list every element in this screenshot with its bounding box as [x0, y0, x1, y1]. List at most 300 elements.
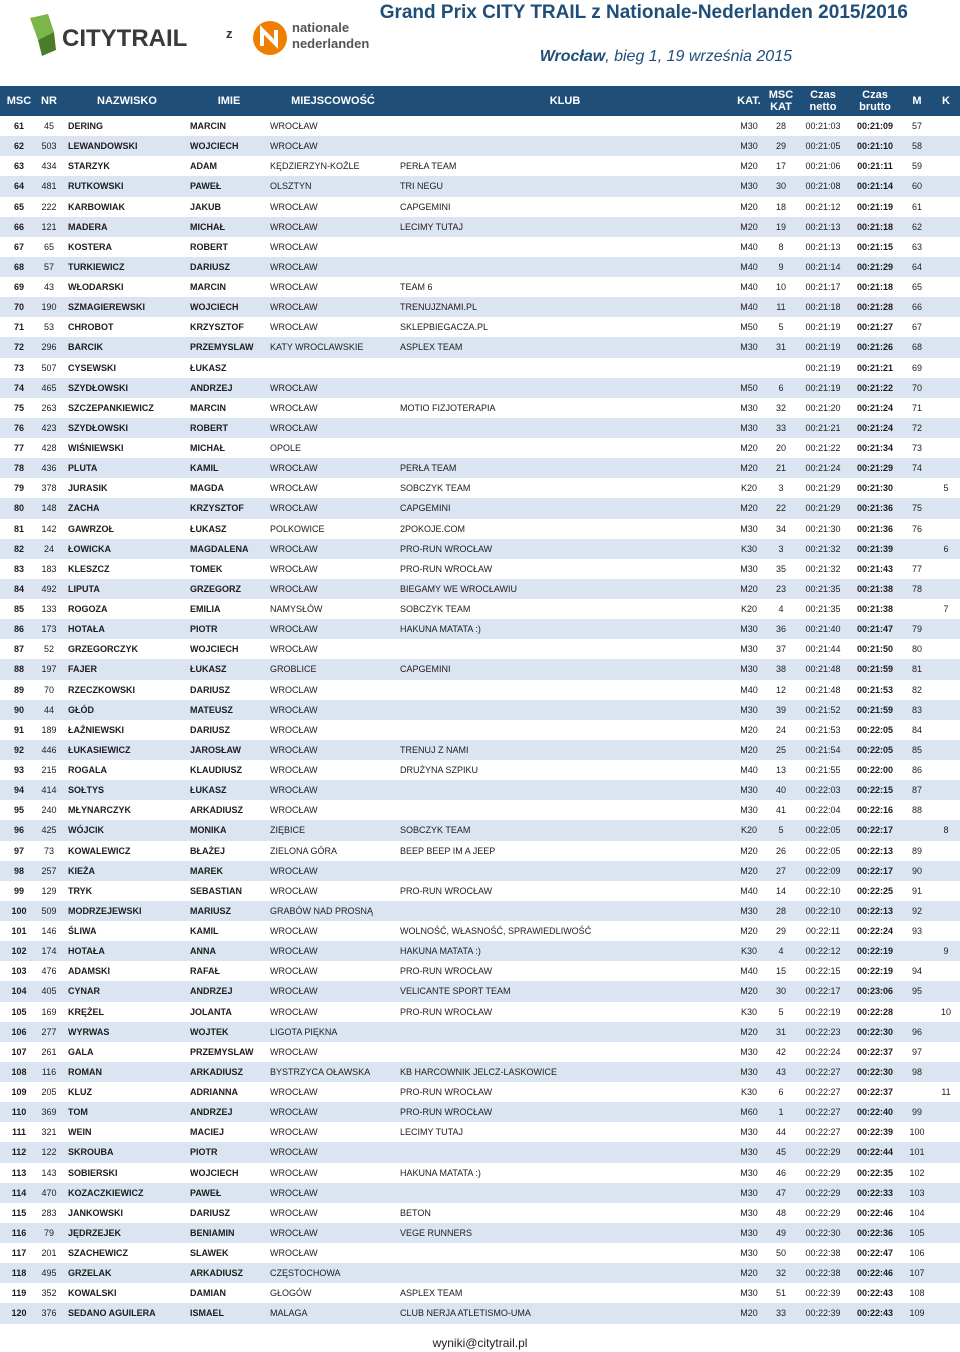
cell-msc: 86 — [13, 624, 24, 635]
table-row — [0, 1303, 960, 1323]
cell-czas-brutto: 00:21:24 — [856, 422, 894, 433]
cell-nazwisko: CHROBOT — [68, 322, 114, 333]
cell-czas-brutto: 00:22:33 — [856, 1187, 894, 1198]
cell-nazwisko: KRĘŻEL — [68, 1006, 104, 1017]
cell-kat: M20 — [740, 845, 758, 856]
cell-m: 108 — [909, 1288, 925, 1299]
cell-kat: M30 — [740, 1248, 758, 1258]
cell-msc: 116 — [11, 1227, 27, 1238]
cell-m: 103 — [909, 1187, 925, 1198]
cell-msc: 71 — [13, 322, 24, 333]
cell-klub: 2POKOJE.COM — [400, 523, 466, 534]
cell-msc-kat: 45 — [775, 1147, 786, 1158]
col-miejscowosc: MIEJSCOWOŚĆ — [291, 95, 375, 107]
cell-msc-kat: 13 — [775, 765, 786, 775]
table-row — [0, 1142, 960, 1162]
cell-czas-brutto: 00:21:59 — [856, 664, 894, 675]
cell-nazwisko: RUTKOWSKI — [68, 181, 124, 192]
cell-czas-netto: 00:21:54 — [805, 744, 841, 755]
cell-czas-netto: 00:22:30 — [805, 1227, 841, 1238]
cell-kat: M30 — [740, 704, 758, 715]
cell-nr: 240 — [41, 805, 57, 816]
cell-miejscowosc: WROCŁAW — [270, 241, 318, 252]
cell-msc-kat: 4 — [778, 946, 784, 957]
cell-msc: 110 — [11, 1107, 27, 1118]
cell-czas-brutto: 00:22:28 — [856, 1006, 894, 1017]
cell-msc-kat: 11 — [776, 302, 786, 313]
cell-kat: M40 — [740, 282, 758, 292]
cell-miejscowosc: WROCŁAW — [270, 724, 318, 735]
cell-czas-brutto: 00:21:50 — [856, 644, 894, 655]
cell-czas-netto: 00:21:13 — [805, 241, 841, 252]
cell-msc: 80 — [13, 503, 24, 514]
cell-msc: 103 — [11, 966, 27, 977]
cell-czas-brutto: 00:21:38 — [856, 583, 894, 594]
cell-nazwisko: SOBIERSKI — [68, 1167, 118, 1178]
cell-msc-kat: 12 — [775, 684, 786, 695]
cell-msc-kat: 28 — [775, 905, 786, 916]
cell-czas-netto: 00:22:10 — [805, 905, 841, 916]
cell-msc: 83 — [13, 563, 24, 574]
cell-czas-netto: 00:21:32 — [805, 563, 841, 574]
cell-kat: M20 — [740, 1308, 758, 1319]
cell-miejscowosc: WROCŁAW — [270, 322, 318, 333]
page-title: Grand Prix CITY TRAIL z Nationale-Nederlanden 2015/2016 — [379, 2, 908, 23]
cell-czas-netto: 00:21:13 — [805, 221, 841, 232]
cell-kat: M30 — [740, 1127, 758, 1138]
cell-nazwisko: WÓJCIK — [68, 825, 104, 836]
cell-miejscowosc: CZĘSTOCHOWA — [270, 1268, 341, 1279]
cell-imie: MAGDA — [190, 483, 224, 494]
cell-kat: K30 — [740, 543, 757, 554]
cell-imie: PIOTR — [190, 624, 218, 635]
cell-miejscowosc: WROCŁAW — [270, 865, 318, 876]
cell-kat: M40 — [740, 302, 758, 313]
cell-msc: 106 — [11, 1026, 27, 1037]
cell-czas-brutto: 00:21:22 — [856, 382, 894, 393]
cell-nr: 215 — [41, 765, 57, 775]
cell-czas-netto: 00:22:12 — [805, 946, 841, 957]
cell-imie: PRZEMYSLAW — [190, 1046, 254, 1057]
cell-kat: M40 — [740, 885, 758, 896]
cell-nazwisko: WYRWAS — [68, 1026, 110, 1037]
cell-miejscowosc: WROCŁAW — [270, 302, 318, 313]
cell-m: 105 — [909, 1227, 925, 1238]
table-row — [0, 438, 960, 458]
cell-msc: 82 — [13, 543, 24, 554]
cell-kat: M40 — [740, 966, 758, 977]
col-msc-kat: MSC KAT — [768, 89, 794, 113]
cell-m: 72 — [911, 422, 922, 433]
table-row — [0, 358, 960, 378]
cell-m: 106 — [909, 1248, 925, 1258]
cell-m: 107 — [909, 1268, 925, 1279]
col-nazwisko: NAZWISKO — [97, 95, 157, 107]
cell-msc: 87 — [13, 644, 24, 655]
cell-kat: M30 — [740, 1207, 758, 1218]
cell-czas-netto: 00:22:29 — [805, 1167, 841, 1178]
cell-kat: M30 — [740, 1167, 758, 1178]
cell-msc: 84 — [13, 583, 24, 594]
cell-czas-brutto: 00:21:15 — [856, 241, 894, 252]
cell-kat: M40 — [740, 241, 758, 252]
cell-czas-netto: 00:21:48 — [805, 664, 841, 675]
table-row — [0, 740, 960, 760]
cell-m: 79 — [911, 624, 922, 635]
cell-m: 57 — [911, 121, 922, 131]
cell-msc: 104 — [11, 986, 27, 997]
col-czas-netto: Czas netto — [809, 89, 837, 113]
table-row — [0, 1163, 960, 1183]
table-row — [0, 1183, 960, 1203]
cell-miejscowosc: WROCŁAW — [270, 1207, 318, 1218]
cell-imie: WOJCIECH — [190, 1167, 239, 1178]
cell-klub: ASPLEX TEAM — [400, 342, 463, 353]
cell-kat: M40 — [740, 261, 758, 272]
cell-czas-brutto: 00:21:09 — [856, 121, 894, 131]
cell-czas-brutto: 00:21:24 — [856, 402, 894, 413]
cell-czas-brutto: 00:21:28 — [856, 302, 894, 313]
cell-czas-brutto: 00:21:14 — [856, 181, 894, 192]
footer-email: wyniki@citytrail.pl — [432, 1336, 528, 1350]
cell-kat: M30 — [740, 1066, 758, 1077]
cell-miejscowosc: GRABÓW NAD PROSNĄ — [270, 905, 374, 916]
cell-msc: 88 — [13, 664, 24, 675]
cell-imie: MARCIN — [190, 402, 226, 413]
cell-czas-netto: 00:21:12 — [805, 201, 841, 212]
cell-msc-kat: 21 — [775, 463, 786, 474]
cell-czas-netto: 00:22:27 — [805, 1066, 841, 1077]
cell-kat: M40 — [740, 765, 758, 775]
cell-kat: M30 — [740, 121, 758, 131]
cell-klub: CAPGEMINI — [400, 201, 451, 212]
cell-miejscowosc: WROCŁAW — [270, 946, 318, 957]
cell-klub: PRO-RUN WROCŁAW — [400, 1087, 493, 1097]
cell-czas-netto: 00:21:05 — [805, 141, 841, 152]
cell-nazwisko: CYNAR — [68, 986, 101, 997]
cell-nazwisko: STARZYK — [68, 161, 110, 172]
cell-imie: ANDRZEJ — [190, 1107, 233, 1118]
cell-m: 59 — [911, 161, 922, 172]
cell-m: 60 — [911, 181, 922, 192]
cell-msc-kat: 8 — [778, 241, 784, 252]
table-row — [0, 901, 960, 921]
table-row — [0, 116, 960, 136]
cell-czas-brutto: 00:22:19 — [856, 946, 894, 957]
cell-imie: ARKADIUSZ — [190, 1268, 243, 1279]
cell-nr: 296 — [41, 342, 57, 353]
cell-kat: M20 — [740, 1026, 758, 1037]
cell-m: 98 — [911, 1066, 922, 1077]
cell-msc-kat: 17 — [775, 161, 786, 172]
cell-kat: M20 — [740, 443, 758, 453]
cell-klub: PRO-RUN WROCŁAW — [400, 1107, 493, 1118]
table-row — [0, 780, 960, 800]
cell-m: 68 — [911, 342, 922, 353]
cell-klub: PRO-RUN WROCŁAW — [400, 563, 493, 574]
cell-msc-kat: 23 — [775, 583, 786, 594]
cell-imie: RAFAŁ — [190, 966, 220, 977]
cell-czas-netto: 00:22:27 — [805, 1127, 841, 1138]
table-row — [0, 217, 960, 237]
cell-miejscowosc: WROCŁAW — [270, 1127, 318, 1138]
cell-imie: WOJCIECH — [190, 141, 239, 152]
cell-czas-netto: 00:21:40 — [805, 624, 841, 635]
table-row — [0, 176, 960, 196]
cell-msc: 105 — [11, 1006, 27, 1017]
cell-m: 64 — [911, 261, 922, 272]
cell-m: 99 — [911, 1107, 922, 1118]
cell-czas-brutto: 00:21:29 — [856, 261, 894, 272]
table-row — [0, 277, 960, 297]
cell-czas-brutto: 00:22:43 — [856, 1288, 894, 1299]
cell-miejscowosc: WROCŁAW — [270, 624, 318, 635]
table-row — [0, 378, 960, 398]
cell-czas-netto: 00:21:24 — [805, 463, 841, 474]
cell-kat: M30 — [740, 523, 758, 534]
cell-m: 78 — [911, 583, 922, 594]
cell-nr: 476 — [41, 966, 57, 977]
col-m: M — [912, 95, 922, 107]
cell-imie: ŁUKASZ — [190, 362, 227, 373]
page-subtitle — [540, 48, 792, 66]
cell-kat: M50 — [740, 382, 758, 393]
cell-czas-brutto: 00:22:15 — [856, 785, 894, 796]
cell-msc: 102 — [11, 946, 27, 957]
cell-czas-netto: 00:21:19 — [805, 382, 841, 393]
cell-czas-netto: 00:22:23 — [805, 1026, 841, 1037]
cell-klub: PRO-RUN WROCŁAW — [400, 885, 493, 896]
cell-msc-kat: 6 — [778, 382, 784, 393]
table-row — [0, 1203, 960, 1223]
cell-nazwisko: TURKIEWICZ — [68, 261, 125, 272]
table-row — [0, 619, 960, 639]
cell-m: 81 — [911, 664, 922, 675]
cell-nr: 169 — [41, 1006, 57, 1017]
cell-czas-brutto: 00:22:13 — [856, 845, 894, 856]
cell-czas-brutto: 00:21:34 — [856, 443, 894, 453]
table-row — [0, 841, 960, 861]
cell-miejscowosc: WROCŁAW — [270, 644, 318, 655]
cell-m: 101 — [909, 1147, 925, 1158]
cell-klub: ASPLEX TEAM — [400, 1288, 463, 1299]
cell-nr: 257 — [41, 865, 57, 876]
cell-msc-kat: 32 — [775, 402, 786, 413]
cell-imie: MARCIN — [190, 121, 226, 131]
cell-kat: M20 — [740, 201, 758, 212]
cell-czas-netto: 00:21:06 — [805, 161, 841, 172]
cell-kat: M30 — [740, 644, 758, 655]
cell-nr: 43 — [43, 282, 54, 292]
cell-czas-brutto: 00:23:06 — [856, 986, 894, 997]
cell-nr: 201 — [41, 1248, 57, 1258]
cell-klub: HAKUNA MATATA :) — [400, 1167, 481, 1178]
cell-msc-kat: 27 — [775, 865, 786, 876]
cell-nr: 183 — [41, 563, 57, 574]
cell-imie: ŁUKASZ — [190, 523, 227, 534]
cell-czas-brutto: 00:22:35 — [856, 1167, 894, 1178]
cell-kat: K30 — [740, 946, 757, 957]
cell-czas-brutto: 00:21:43 — [856, 563, 894, 574]
cell-czas-netto: 00:22:29 — [805, 1187, 841, 1198]
cell-nr: 190 — [41, 302, 57, 313]
table-row — [0, 1082, 960, 1102]
cell-imie: MARCIN — [190, 282, 226, 292]
cell-miejscowosc: WROCŁAW — [270, 422, 318, 433]
cell-m: 65 — [911, 282, 922, 292]
cell-m: 109 — [909, 1308, 925, 1319]
cell-m: 102 — [909, 1167, 925, 1178]
cell-msc-kat: 5 — [778, 1006, 784, 1017]
cell-czas-netto: 00:22:11 — [805, 926, 841, 936]
cell-msc: 79 — [13, 483, 24, 494]
cell-klub: VEGE RUNNERS — [400, 1227, 473, 1238]
cell-kat: K20 — [740, 604, 757, 614]
cell-nr: 503 — [41, 141, 57, 152]
cell-nr: 121 — [41, 221, 57, 232]
cell-msc-kat: 50 — [775, 1248, 786, 1258]
cell-kat: M30 — [740, 1046, 758, 1057]
cell-czas-brutto: 00:22:44 — [856, 1147, 894, 1158]
cell-miejscowosc: WROCŁAW — [270, 1006, 318, 1017]
cell-nazwisko: WEIN — [68, 1127, 92, 1138]
cell-klub: SOBCZYK TEAM — [400, 604, 471, 614]
cell-nr: 283 — [41, 1207, 57, 1218]
cell-msc-kat: 30 — [775, 986, 786, 997]
cell-m: 77 — [911, 563, 922, 574]
table-row — [0, 720, 960, 740]
cell-imie: ŁUKASZ — [190, 785, 227, 796]
cell-miejscowosc: WROCŁAW — [270, 744, 318, 755]
cell-klub: VELICANTE SPORT TEAM — [400, 986, 511, 997]
cell-imie: PAWEŁ — [190, 1187, 222, 1198]
cell-msc-kat: 36 — [775, 624, 786, 635]
cell-nr: 425 — [41, 825, 57, 836]
subtitle-rest: , bieg 1, 19 września 2015 — [605, 48, 792, 65]
cell-msc-kat: 5 — [778, 825, 784, 836]
cell-msc: 120 — [11, 1308, 27, 1319]
cell-imie: ISMAEL — [190, 1308, 225, 1319]
cell-m: 71 — [911, 402, 922, 413]
cell-nazwisko: SZCZEPANKIEWICZ — [68, 402, 154, 413]
cell-klub: SOBCZYK TEAM — [400, 483, 471, 494]
cell-czas-netto: 00:21:19 — [805, 362, 841, 373]
cell-kat: K30 — [740, 1087, 757, 1097]
cell-msc-kat: 34 — [775, 523, 786, 534]
cell-m: 94 — [911, 966, 922, 977]
cell-nazwisko: KOWALEWICZ — [68, 845, 131, 856]
cell-imie: DAMIAN — [190, 1288, 226, 1299]
cell-nazwisko: KARBOWIAK — [68, 201, 125, 212]
cell-miejscowosc: WROCLAW — [270, 684, 318, 695]
cell-msc: 63 — [13, 161, 24, 172]
cell-kat: M20 — [740, 724, 758, 735]
cell-imie: ANDRZEJ — [190, 382, 233, 393]
cell-czas-netto: 00:21:55 — [805, 765, 841, 775]
cell-nr: 428 — [41, 443, 57, 453]
cell-nr: 189 — [41, 724, 57, 735]
cell-msc-kat: 28 — [775, 121, 786, 131]
table-row — [0, 237, 960, 257]
cell-imie: BŁAŻEJ — [190, 845, 226, 856]
cell-msc: 91 — [13, 724, 24, 735]
table-row — [0, 156, 960, 176]
cell-czas-brutto: 00:22:40 — [856, 1107, 894, 1118]
cell-czas-netto: 00:21:21 — [805, 422, 841, 433]
cell-czas-netto: 00:21:03 — [805, 121, 841, 131]
nn-logo — [250, 18, 370, 58]
cell-msc: 99 — [13, 885, 24, 896]
cell-miejscowosc: WROCŁAW — [270, 926, 318, 936]
cell-klub: WOLNOŚĆ, WŁASNOŚĆ, SPRAWIEDLIWOŚĆ — [400, 926, 592, 936]
cell-czas-brutto: 00:22:16 — [856, 805, 894, 816]
cell-miejscowosc: WROCŁAW — [270, 1227, 318, 1238]
table-row — [0, 136, 960, 156]
cell-imie: WOJCIECH — [190, 644, 239, 655]
cell-nr: 492 — [41, 583, 57, 594]
cell-czas-netto: 00:21:29 — [805, 503, 841, 514]
cell-miejscowosc: WROCŁAW — [270, 1187, 318, 1198]
cell-m: 73 — [911, 443, 922, 453]
cell-msc-kat: 5 — [778, 322, 784, 333]
cell-imie: PRZEMYSLAW — [190, 342, 254, 353]
cell-m: 100 — [909, 1127, 925, 1138]
cell-msc: 108 — [11, 1066, 27, 1077]
table-row — [0, 639, 960, 659]
cell-msc: 114 — [11, 1187, 27, 1198]
cell-kat: M30 — [740, 805, 758, 816]
citytrail-logo — [28, 10, 218, 60]
cell-msc: 100 — [11, 905, 27, 916]
cell-miejscowosc: WROCŁAW — [270, 221, 318, 232]
cell-nr: 436 — [41, 463, 57, 474]
cell-nazwisko: BARCIK — [68, 342, 103, 353]
cell-imie: ROBERT — [190, 241, 228, 252]
cell-nr: 414 — [41, 785, 57, 796]
cell-nazwisko: KOWALSKI — [68, 1288, 117, 1299]
cell-nazwisko: LIPUTA — [68, 583, 100, 594]
cell-imie: ARKADIUSZ — [190, 805, 243, 816]
cell-msc-kat: 29 — [775, 926, 786, 936]
cell-imie: DARIUSZ — [190, 261, 230, 272]
cell-nr: 116 — [41, 1066, 57, 1077]
table-row — [0, 478, 960, 498]
table-row — [0, 519, 960, 539]
cell-czas-brutto: 00:21:53 — [856, 684, 894, 695]
cell-czas-brutto: 00:21:21 — [856, 362, 894, 373]
cell-czas-netto: 00:21:14 — [805, 261, 841, 272]
cell-nazwisko: FAJER — [68, 664, 98, 675]
cell-kat: M30 — [740, 422, 758, 433]
cell-czas-netto: 00:21:35 — [805, 583, 841, 594]
cell-czas-netto: 00:22:27 — [805, 1087, 841, 1097]
cell-klub: DRUŻYNA SZPIKU — [400, 765, 479, 775]
cell-msc-kat: 31 — [775, 342, 786, 353]
cell-czas-brutto: 00:22:30 — [856, 1026, 894, 1037]
cell-msc: 76 — [13, 422, 24, 433]
cell-czas-netto: 00:22:10 — [805, 885, 841, 896]
cell-imie: ROBERT — [190, 422, 228, 433]
col-czas-brutto: Czas brutto — [859, 89, 891, 113]
cell-msc: 66 — [13, 221, 24, 232]
cell-kat: M20 — [740, 744, 758, 755]
cell-k: 8 — [943, 825, 949, 836]
cell-klub: PRO-RUN WROCŁAW — [400, 966, 493, 977]
cell-nr: 507 — [41, 362, 57, 373]
cell-nr: 146 — [41, 926, 57, 936]
cell-kat: M30 — [740, 402, 758, 413]
cell-m: 91 — [911, 885, 922, 896]
